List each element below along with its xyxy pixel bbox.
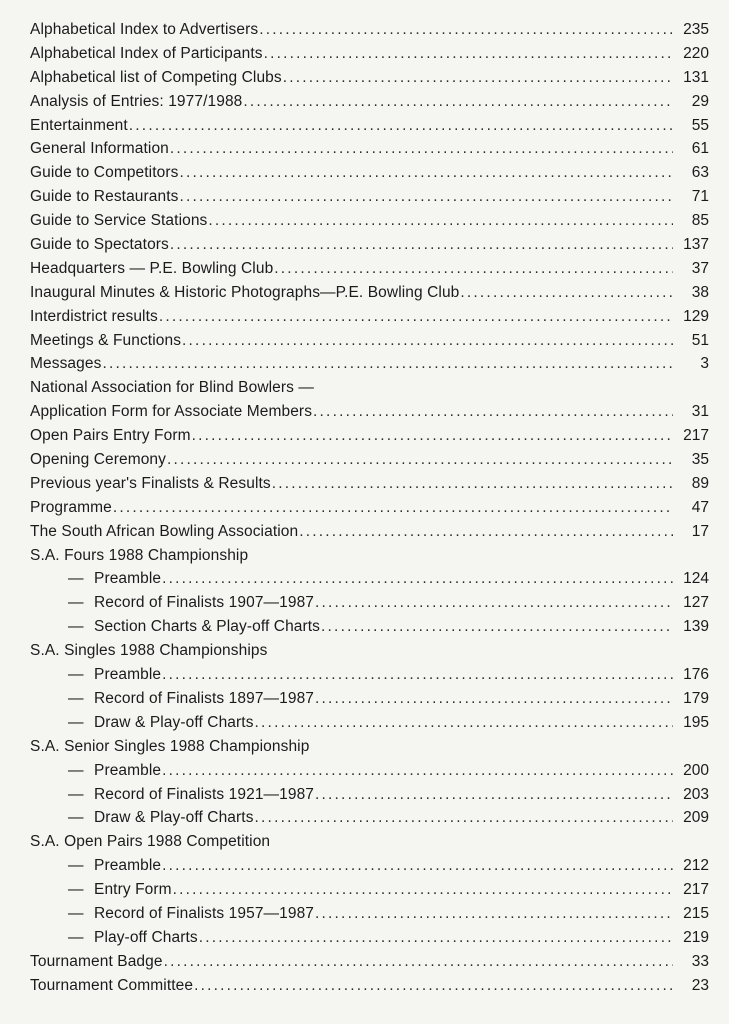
toc-entry — [30, 233, 709, 257]
toc-entry-label: Guide to Service Stations — [30, 212, 208, 230]
toc-page-number: 35 — [691, 451, 709, 469]
toc-page-number: 195 — [683, 713, 709, 731]
toc-entry-label: Programme — [30, 498, 112, 516]
toc-page-number: 124 — [683, 570, 709, 588]
toc-entry-dash: — — [68, 689, 84, 707]
toc-entry — [30, 137, 709, 161]
toc-section-heading — [30, 735, 709, 759]
toc-entry-dash: — — [68, 928, 84, 946]
table-of-contents — [30, 18, 709, 998]
toc-page-number: 55 — [691, 116, 709, 134]
toc-entry-dash: — — [68, 570, 84, 588]
toc-entry-label: Entertainment — [30, 116, 128, 134]
toc-dot-leader — [129, 114, 673, 138]
toc-entry-dash: — — [68, 594, 84, 612]
toc-entry — [30, 496, 709, 520]
toc-dot-leader — [315, 783, 673, 807]
toc-dot-leader — [321, 615, 673, 639]
toc-dot-leader — [255, 806, 673, 830]
toc-entry — [30, 783, 709, 807]
toc-dot-leader — [192, 424, 673, 448]
toc-entry-label: Alphabetical Index to Advertisers — [30, 21, 259, 38]
toc-entry — [30, 305, 709, 329]
toc-page-number: 23 — [691, 976, 709, 994]
toc-entry — [30, 687, 709, 711]
toc-entry — [30, 711, 709, 735]
toc-page-number: 215 — [683, 904, 709, 922]
toc-entry — [30, 663, 709, 687]
toc-dot-leader — [272, 472, 673, 496]
toc-page-number: 29 — [691, 92, 709, 110]
toc-entry — [30, 472, 709, 496]
toc-entry-dash: — — [68, 666, 84, 684]
toc-entry — [30, 329, 709, 353]
toc-dot-leader — [159, 305, 673, 329]
toc-page-number: 89 — [691, 474, 709, 492]
toc-dot-leader — [162, 854, 673, 878]
toc-dot-leader — [179, 161, 673, 185]
toc-page-number: 137 — [683, 236, 709, 254]
toc-dot-leader — [255, 711, 673, 735]
toc-page-number: 220 — [683, 44, 709, 62]
toc-entry — [30, 42, 709, 66]
toc-entry-label: Play-off Charts — [94, 928, 198, 946]
toc-page-number: 47 — [691, 498, 709, 516]
toc-page-number: 139 — [683, 618, 709, 636]
toc-entry — [30, 806, 709, 830]
toc-page-number: 176 — [683, 666, 709, 684]
toc-entry-dash: — — [68, 713, 84, 731]
toc-dot-leader — [460, 281, 673, 305]
toc-dot-leader — [173, 878, 673, 902]
toc-entry-label: Preamble — [94, 666, 162, 684]
toc-entry-label: Interdistrict results — [30, 307, 158, 325]
toc-page-number: 51 — [691, 331, 709, 349]
toc-dot-leader — [199, 926, 673, 950]
toc-entry-label: Previous year's Finalists & Results — [30, 474, 271, 492]
toc-page-number: 235 — [683, 21, 709, 38]
toc-entry-label: The South African Bowling Association — [30, 522, 299, 540]
toc-entry-label: Opening Ceremony — [30, 451, 167, 469]
toc-entry — [30, 854, 709, 878]
toc-entry — [30, 926, 709, 950]
toc-entry-label: Record of Finalists 1957—1987 — [94, 904, 315, 922]
toc-entry-label: Guide to Spectators — [30, 236, 169, 254]
toc-entry — [30, 90, 709, 114]
toc-entry-label: Preamble — [94, 761, 162, 779]
toc-entry — [30, 161, 709, 185]
toc-entry — [30, 878, 709, 902]
toc-entry-dash: — — [68, 904, 84, 922]
toc-page-number: 33 — [691, 952, 709, 970]
toc-dot-leader — [243, 90, 673, 114]
toc-entry — [30, 185, 709, 209]
toc-dot-leader — [162, 567, 673, 591]
toc-page-number: 61 — [691, 140, 709, 158]
toc-entry-dash: — — [68, 618, 84, 636]
toc-entry-label: Tournament Committee — [30, 976, 194, 994]
toc-entry — [30, 567, 709, 591]
toc-entry-label: Application Form for Associate Members — [30, 403, 313, 421]
toc-entry-label: Messages — [30, 355, 102, 373]
toc-section-heading — [30, 830, 709, 854]
toc-dot-leader — [162, 663, 673, 687]
toc-entry — [30, 902, 709, 926]
toc-page-number: 63 — [691, 164, 709, 182]
toc-page-number: 179 — [683, 689, 709, 707]
toc-page-number: 38 — [691, 283, 709, 301]
toc-entry — [30, 448, 709, 472]
toc-dot-leader — [113, 496, 673, 520]
toc-entry-dash: — — [68, 761, 84, 779]
toc-section-heading — [30, 376, 709, 400]
toc-dot-leader — [208, 209, 673, 233]
toc-entry — [30, 759, 709, 783]
toc-entry — [30, 400, 709, 424]
toc-entry — [30, 591, 709, 615]
toc-entry-label: Record of Finalists 1921—1987 — [94, 785, 315, 803]
toc-dot-leader — [283, 66, 673, 90]
toc-dot-leader — [315, 687, 673, 711]
toc-entry-label: Draw & Play-off Charts — [94, 713, 254, 731]
toc-dot-leader — [313, 400, 673, 424]
toc-entry — [30, 281, 709, 305]
toc-dot-leader — [102, 352, 673, 376]
toc-page-number: 131 — [683, 68, 709, 86]
toc-page-number: 209 — [683, 809, 709, 827]
toc-entry-label: Guide to Competitors — [30, 164, 179, 182]
toc-entry — [30, 352, 709, 376]
toc-entry-label: General Information — [30, 140, 169, 158]
toc-entry-label: Section Charts & Play-off Charts — [94, 618, 321, 636]
toc-entry — [30, 974, 709, 998]
toc-page-number: 129 — [683, 307, 709, 325]
toc-dot-leader — [170, 233, 673, 257]
toc-dot-leader — [170, 137, 673, 161]
toc-section-heading — [30, 544, 709, 568]
toc-entry-dash: — — [68, 881, 84, 899]
toc-dot-leader — [164, 950, 673, 974]
toc-page-number: 71 — [691, 188, 709, 206]
toc-page-number: 200 — [683, 761, 709, 779]
toc-entry-label: S.A. Senior Singles 1988 Championship — [30, 737, 310, 755]
toc-entry-label: S.A. Open Pairs 1988 Competition — [30, 833, 271, 851]
toc-entry — [30, 520, 709, 544]
toc-page-number: 217 — [683, 427, 709, 445]
toc-entry-label: Draw & Play-off Charts — [94, 809, 254, 827]
toc-entry-label: National Association for Blind Bowlers — — [30, 379, 314, 397]
toc-entry — [30, 424, 709, 448]
toc-page-number: 212 — [683, 857, 709, 875]
toc-entry-label: Alphabetical Index of Participants — [30, 44, 263, 62]
toc-dot-leader — [179, 185, 673, 209]
toc-dot-leader — [315, 591, 673, 615]
toc-entry — [30, 209, 709, 233]
toc-page-number: 127 — [683, 594, 709, 612]
toc-entry-label: S.A. Fours 1988 Championship — [30, 546, 249, 564]
toc-entry-dash: — — [68, 809, 84, 827]
toc-page-number: 17 — [691, 522, 709, 540]
toc-entry-label: Meetings & Functions — [30, 331, 182, 349]
toc-entry-label: Entry Form — [94, 881, 172, 899]
toc-page-number: 203 — [683, 785, 709, 803]
toc-dot-leader — [259, 18, 673, 42]
toc-page-number: 31 — [691, 403, 709, 421]
toc-page-number: 219 — [683, 928, 709, 946]
toc-dot-leader — [182, 329, 673, 353]
toc-entry-label: S.A. Singles 1988 Championships — [30, 642, 268, 660]
toc-entry-label: Record of Finalists 1907—1987 — [94, 594, 315, 612]
toc-entry — [30, 18, 709, 42]
toc-entry-dash: — — [68, 785, 84, 803]
toc-dot-leader — [167, 448, 673, 472]
toc-entry-label: Inaugural Minutes & Historic Photographs—P.E. Bowling Club — [30, 283, 460, 301]
toc-entry-label: Alphabetical list of Competing Clubs — [30, 68, 282, 86]
toc-dot-leader — [274, 257, 673, 281]
toc-dot-leader — [194, 974, 673, 998]
toc-page-number: 217 — [683, 881, 709, 899]
toc-entry — [30, 114, 709, 138]
toc-entry-dash: — — [68, 857, 84, 875]
toc-entry — [30, 615, 709, 639]
toc-entry-label: Tournament Badge — [30, 952, 163, 970]
toc-page-number: 37 — [691, 259, 709, 277]
toc-entry-label: Headquarters — P.E. Bowling Club — [30, 259, 274, 277]
toc-entry-label: Preamble — [94, 570, 162, 588]
toc-entry-label: Open Pairs Entry Form — [30, 427, 191, 445]
toc-entry-label: Record of Finalists 1897—1987 — [94, 689, 315, 707]
toc-entry-label: Preamble — [94, 857, 162, 875]
toc-dot-leader — [315, 902, 673, 926]
toc-section-heading — [30, 639, 709, 663]
toc-dot-leader — [162, 759, 673, 783]
toc-page-number: 85 — [691, 212, 709, 230]
toc-entry — [30, 257, 709, 281]
toc-entry — [30, 66, 709, 90]
toc-entry-label: Guide to Restaurants — [30, 188, 179, 206]
toc-dot-leader — [264, 42, 673, 66]
toc-entry — [30, 950, 709, 974]
toc-page-number: 3 — [700, 355, 709, 373]
toc-entry-label: Analysis of Entries: 1977/1988 — [30, 92, 243, 110]
toc-dot-leader — [299, 520, 673, 544]
